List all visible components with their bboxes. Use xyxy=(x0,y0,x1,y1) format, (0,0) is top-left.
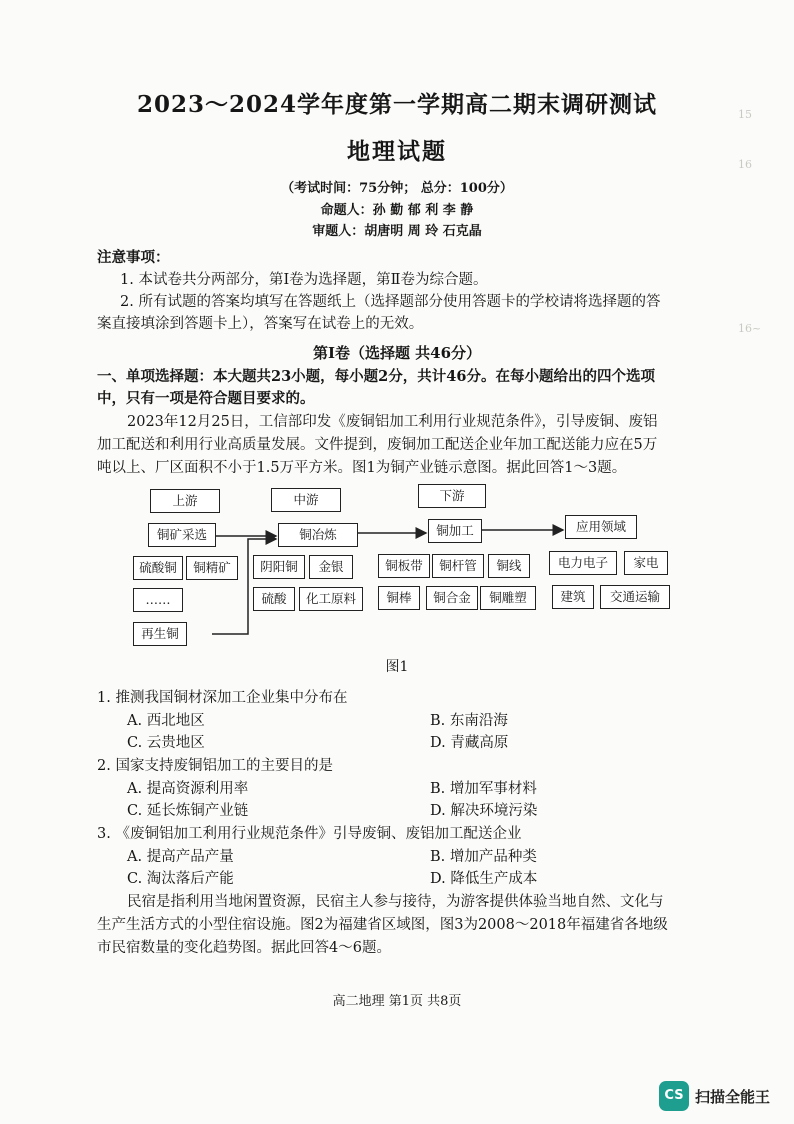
notes-item-2a: 2. 所有试题的答案均填写在答题纸上（选择题部分使用答题卡的学校请将选择题的答 xyxy=(120,294,661,310)
reviewers-line: 审题人：胡唐明 周 玲 石克晶 xyxy=(312,224,482,239)
box-copper-strip: 铜板带 xyxy=(378,554,430,578)
exam-time-info: （考试时间：75分钟； 总分：100分） xyxy=(281,181,513,196)
camscanner-app-name: 扫描全能王 xyxy=(695,1088,771,1106)
notes-item-1: 1. 本试卷共分两部分，第Ⅰ卷为选择题，第Ⅱ卷为综合题。 xyxy=(120,272,488,288)
box-copper-processing: 铜加工 xyxy=(428,519,482,543)
question-2-stem: 2. 国家支持废铜铝加工的主要目的是 xyxy=(97,758,333,774)
question-3-option-c: C. 淘汰落后产能 xyxy=(127,871,234,887)
box-copper-concentrate: 铜精矿 xyxy=(186,556,238,580)
box-copper-tube: 铜杆管 xyxy=(432,554,484,578)
bleed-through-mark: 16 xyxy=(738,158,752,171)
camscanner-logo-icon: CS xyxy=(659,1081,689,1111)
notes-item-2b: 案直接填涂到答题卡上），答案写在试卷上的无效。 xyxy=(97,316,424,332)
passage-1-line-2: 加工配送和利用行业高质量发展。文件提到，废铜加工配送企业年加工配送能力应在5万 xyxy=(97,437,658,453)
box-application-fields: 应用领域 xyxy=(565,515,637,539)
page-footer: 高二地理 第1页 共8页 xyxy=(332,994,462,1009)
box-recycled-copper: 再生铜 xyxy=(133,622,187,646)
box-copper-rod: 铜棒 xyxy=(378,586,420,610)
box-gold-silver: 金银 xyxy=(309,555,353,579)
stage-downstream: 下游 xyxy=(418,484,486,508)
notes-heading: 注意事项： xyxy=(97,249,170,266)
bleed-through-mark: 16~ xyxy=(738,322,762,335)
box-cathode-copper: 阴阳铜 xyxy=(253,555,305,579)
question-1-stem: 1. 推测我国铜材深加工企业集中分布在 xyxy=(97,690,348,706)
passage-2-line-1: 民宿是指利用当地闲置资源，民宿主人参与接待，为游客提供体验当地自然、文化与 xyxy=(127,894,664,910)
question-2-option-b: B. 增加军事材料 xyxy=(430,781,537,797)
box-copper-wire: 铜线 xyxy=(488,554,530,578)
question-3-option-d: D. 降低生产成本 xyxy=(430,871,538,887)
passage-1-line-1: 2023年12月25日，工信部印发《废铜铝加工利用行业规范条件》，引导废铜、废铝 xyxy=(127,414,658,430)
section-title: 第Ⅰ卷（选择题 共46分） xyxy=(312,344,482,362)
authors-line: 命题人：孙 勤 郁 利 李 静 xyxy=(320,203,474,218)
box-copper-sulfate: 硫酸铜 xyxy=(133,556,183,580)
exam-title: 2023～2024学年度第一学期高二期末调研测试 xyxy=(136,91,658,118)
stage-midstream: 中游 xyxy=(271,488,341,512)
box-electronics: 电力电子 xyxy=(549,551,617,575)
question-2-option-d: D. 解决环境污染 xyxy=(430,803,538,819)
passage-1-line-3: 吨以上、厂区面积不小于1.5万平方米。图1为铜产业链示意图。据此回答1～3题。 xyxy=(97,460,627,476)
section-instructions-1: 一、单项选择题：本大题共23小题，每小题2分，共计46分。在每小题给出的四个选项 xyxy=(97,368,655,385)
box-transportation: 交通运输 xyxy=(600,585,670,609)
question-1-option-a: A. 西北地区 xyxy=(127,713,205,729)
figure-1-caption: 图1 xyxy=(385,659,409,675)
box-copper-smelting: 铜冶炼 xyxy=(278,523,358,547)
box-ellipsis: …… xyxy=(133,588,183,612)
question-1-option-b: B. 东南沿海 xyxy=(430,713,508,729)
question-1-option-d: D. 青藏高原 xyxy=(430,735,509,751)
question-3-stem: 3. 《废铜铝加工利用行业规范条件》引导废铜、废铝加工配送企业 xyxy=(97,826,522,842)
box-chemical-materials: 化工原料 xyxy=(299,587,363,611)
box-home-appliances: 家电 xyxy=(624,551,668,575)
box-copper-mining: 铜矿采选 xyxy=(148,523,216,547)
box-copper-alloy: 铜合金 xyxy=(426,586,478,610)
bleed-through-mark: 15 xyxy=(738,108,752,121)
passage-2-line-2: 生产生活方式的小型住宿设施。图2为福建省区域图，图3为2008～2018年福建省各地级 xyxy=(97,917,668,933)
question-3-option-a: A. 提高产品产量 xyxy=(127,849,234,865)
subject-title: 地理试题 xyxy=(347,138,447,165)
question-1-option-c: C. 云贵地区 xyxy=(127,735,205,751)
box-sulfuric-acid: 硫酸 xyxy=(253,587,295,611)
question-2-option-a: A. 提高资源利用率 xyxy=(127,781,249,797)
box-construction: 建筑 xyxy=(552,585,594,609)
stage-upstream: 上游 xyxy=(150,489,220,513)
question-3-option-b: B. 增加产品种类 xyxy=(430,849,537,865)
box-copper-sculpture: 铜雕塑 xyxy=(480,586,536,610)
question-2-option-c: C. 延长炼铜产业链 xyxy=(127,803,249,819)
section-instructions-2: 中，只有一项是符合题目要求的。 xyxy=(97,390,315,407)
passage-2-line-3: 市民宿数量的变化趋势图。据此回答4～6题。 xyxy=(97,940,391,956)
